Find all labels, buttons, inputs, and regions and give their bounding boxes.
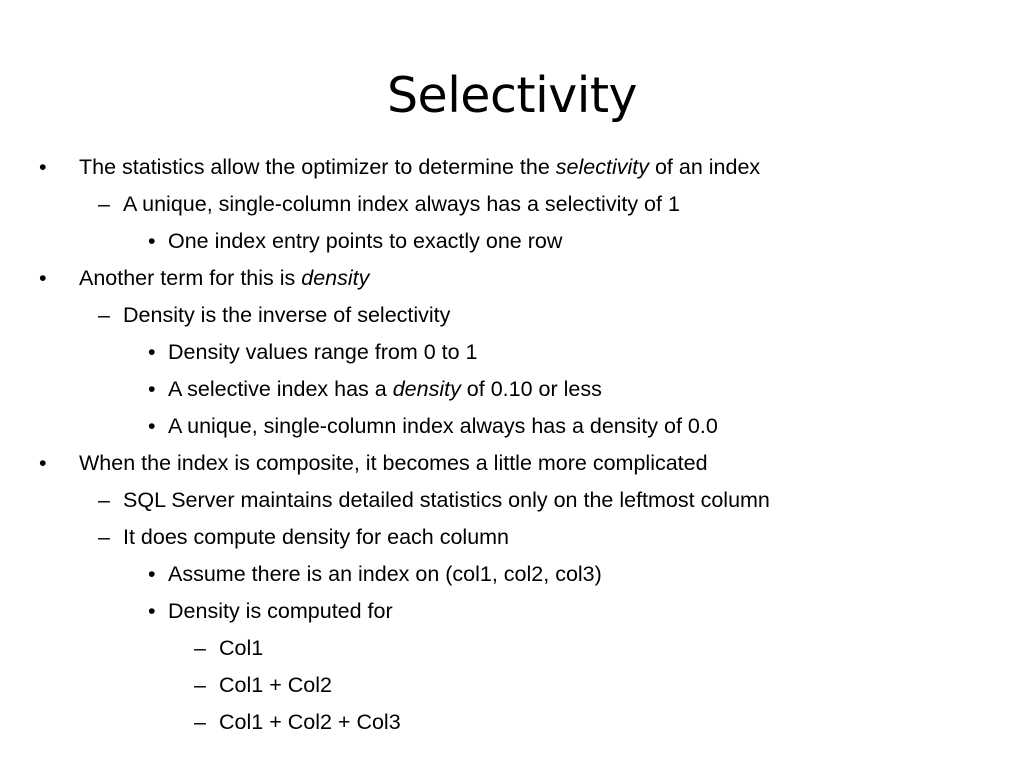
bullet-text-segment: Density is computed for [168, 599, 393, 623]
emphasized-term: selectivity [555, 155, 649, 179]
bullet-text-segment: Col1 [219, 636, 264, 660]
bullet-dot-icon: • [39, 266, 47, 290]
bullet-dot-icon: • [148, 229, 156, 253]
bullet-text [168, 412, 718, 440]
bullet-dot-icon: • [148, 562, 156, 586]
bullet-text-segment: A unique, single-column index always has a density of 0.0 [168, 414, 718, 438]
bullet-text [123, 523, 509, 551]
bullet-dot-icon: • [39, 451, 47, 475]
bullet-text-segment: Density values range from 0 to 1 [168, 340, 478, 364]
bullet-text [168, 375, 602, 403]
bullet-text-segment: A selective index has a [168, 377, 393, 401]
bullet-dash-icon: – [194, 673, 206, 697]
bullet-dash-icon: – [194, 636, 206, 660]
bullet-text-segment: of an index [649, 155, 761, 179]
bullet-text [123, 301, 450, 329]
bullet-text [123, 486, 770, 514]
bullet-text-segment: Density is the inverse of selectivity [123, 303, 451, 327]
bullet-text-segment: Col1 + Col2 [219, 673, 332, 697]
bullet-text [219, 708, 401, 736]
bullet-text [168, 227, 562, 255]
bullet-dot-icon: • [148, 377, 156, 401]
bullet-text [219, 671, 332, 699]
bullet-text [79, 264, 369, 292]
bullet-text-segment: The statistics allow the optimizer to determine the [79, 155, 556, 179]
bullet-text-segment: Col1 + Col2 + Col3 [219, 710, 401, 734]
bullet-text [79, 449, 708, 477]
bullet-text-segment: Another term for this is [79, 266, 302, 290]
bullet-dash-icon: – [98, 525, 110, 549]
bullet-text-segment: When the index is composite, it becomes a little more complicated [79, 451, 708, 475]
bullet-dash-icon: – [98, 192, 110, 216]
bullet-dot-icon: • [148, 599, 156, 623]
bullet-text [168, 597, 393, 625]
bullet-text-segment: Assume there is an index on (col1, col2, col3) [168, 562, 602, 586]
bullet-text [168, 560, 602, 588]
emphasized-term: density [301, 266, 370, 290]
bullet-dot-icon: • [148, 340, 156, 364]
bullet-dash-icon: – [98, 488, 110, 512]
bullet-text-segment: A unique, single-column index always has a selectivity of 1 [123, 192, 680, 216]
bullet-text [79, 153, 760, 181]
bullet-text-segment: SQL Server maintains detailed statistics only on the leftmost column [123, 488, 770, 512]
bullet-text-segment: of 0.10 or less [460, 377, 602, 401]
emphasized-term: density [392, 377, 461, 401]
bullet-text [219, 634, 263, 662]
bullet-dash-icon: – [194, 710, 206, 734]
bullet-text [168, 338, 478, 366]
bullet-dash-icon: – [98, 303, 110, 327]
slide-title: Selectivity [386, 67, 638, 124]
bullet-text [123, 190, 680, 218]
bullet-dot-icon: • [148, 414, 156, 438]
bullet-dot-icon: • [39, 155, 47, 179]
bullet-text-segment: One index entry points to exactly one row [168, 229, 563, 253]
bullet-text-segment: It does compute density for each column [123, 525, 510, 549]
